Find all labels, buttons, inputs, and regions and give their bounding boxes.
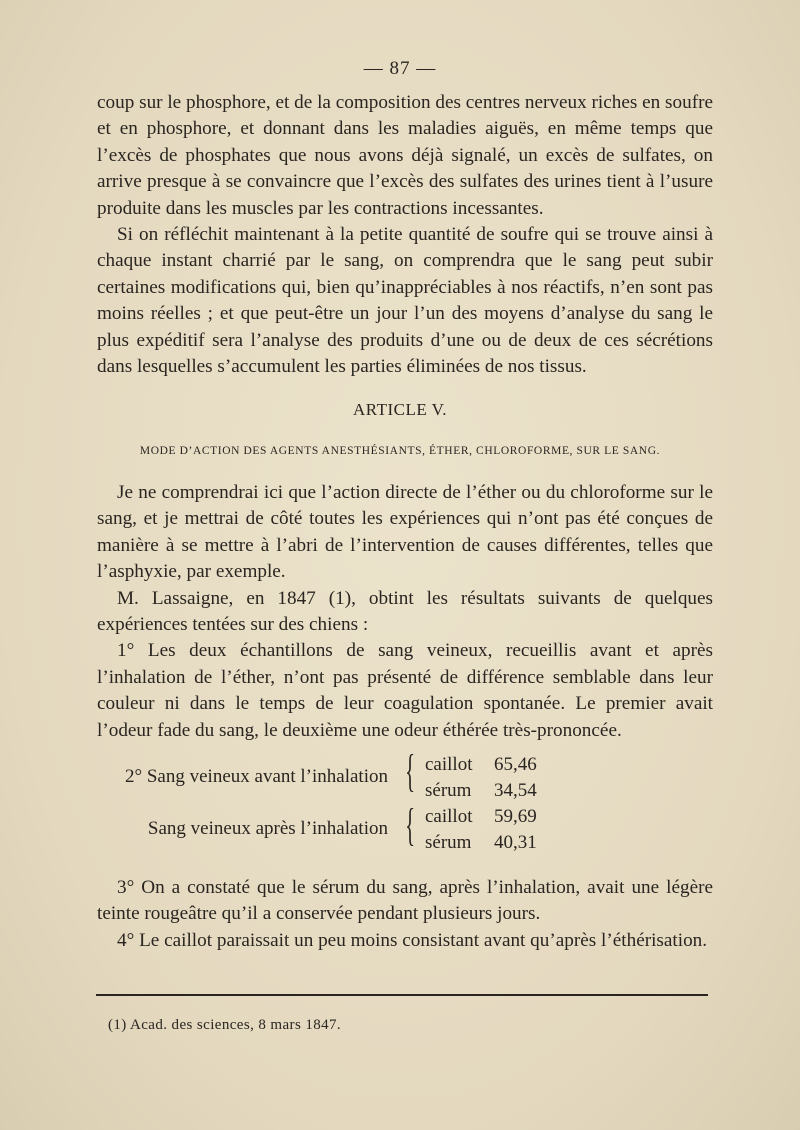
article-heading: ARTICLE V. [352,400,448,419]
paragraph: Je ne comprendrai ici que l’action directe de l’éther ou du chloroforme sur le sang, et je mettrai de côté toutes les expériences qui n’ont pas été conçues de manière à se mettre à l’abri de l’intervention de causes différentes, telles que l’asphyxie, par exemple. [97,482,713,583]
footnote-divider [96,994,708,996]
paragraph: 3° On a constaté que le sérum du sang, après l’inhalation, avait une légère teinte rougeâtre qu’il a conservée pendant plusieurs jours. [97,877,713,925]
paragraph: Si on réfléchit maintenant à la petite quantité de soufre qui se trouve ainsi à chaque instant charrié par le sang, on comprendra que le sang peut subir certaines modifications qui, bien qu’inappréciables à nos réactifs, n’en sont pas moins réelles ; et que peut-être un jour l’un des moyens d’analyse du sang le plus expéditif sera l’analyse des produits d’une ou de deux de ces sécrétions dans lesquelles s’accumulent les parties éliminées de nos tissus. [97,224,713,378]
table-item-value: 34,54 [494,780,537,801]
table-item-name: sérum [425,832,472,853]
paragraph: coup sur le phosphore, et de la composition des centres nerveux riches en soufre et en phosphore, et donnant dans les maladies aiguës, en même temps que l’excès de phosphates que nous avons déjà signalé, un excès de sulfates, on arrive presque à se convaincre que l’excès des sulfates des urines tient à l’usure produite dans les muscles par les contractions incessantes. [97,92,713,219]
table-item-name: caillot [425,806,473,827]
paragraph: 4° Le caillot paraissait un peu moins consistant avant qu’après l’éthérisation. [117,929,708,951]
text-block-bottom [97,875,713,954]
table-item-name: sérum [425,780,472,801]
text-block-middle [97,480,713,744]
paragraph: 1° Les deux échantillons de sang veineux, recueillis avant et après l’inhalation de l’éther, n’ont pas présenté de différence semblable dans leur couleur ni dans le temps de leur coagulation spontanée. Le premier avait l’odeur fade du sang, le deuxième une odeur éthérée très-prononcée. [97,640,713,741]
paragraph: M. Lassaigne, en 1847 (1), obtint les résultats suivants de quelques expériences tentées sur des chiens : [97,587,713,636]
table-row-label: Sang veineux après l’inhalation [147,818,388,839]
text-block-top [97,90,713,380]
footnote: (1) Acad. des sciences, 8 mars 1847. [108,1017,342,1033]
brace-symbol: { [405,799,416,850]
table-item-value: 59,69 [494,806,537,827]
table-item-value: 65,46 [494,754,537,775]
table-row-label: 2° Sang veineux avant l’inhalation [125,766,388,787]
article-subheading: MODE D’ACTION DES AGENTS ANESTHÉSIANTS, ÉTHER, CHLOROFORME, SUR LE SANG. [139,445,661,457]
brace-symbol: { [405,745,416,796]
table-item-value: 40,31 [494,832,537,853]
page-number: — 87 — [363,58,437,79]
table-item-name: caillot [425,754,473,775]
